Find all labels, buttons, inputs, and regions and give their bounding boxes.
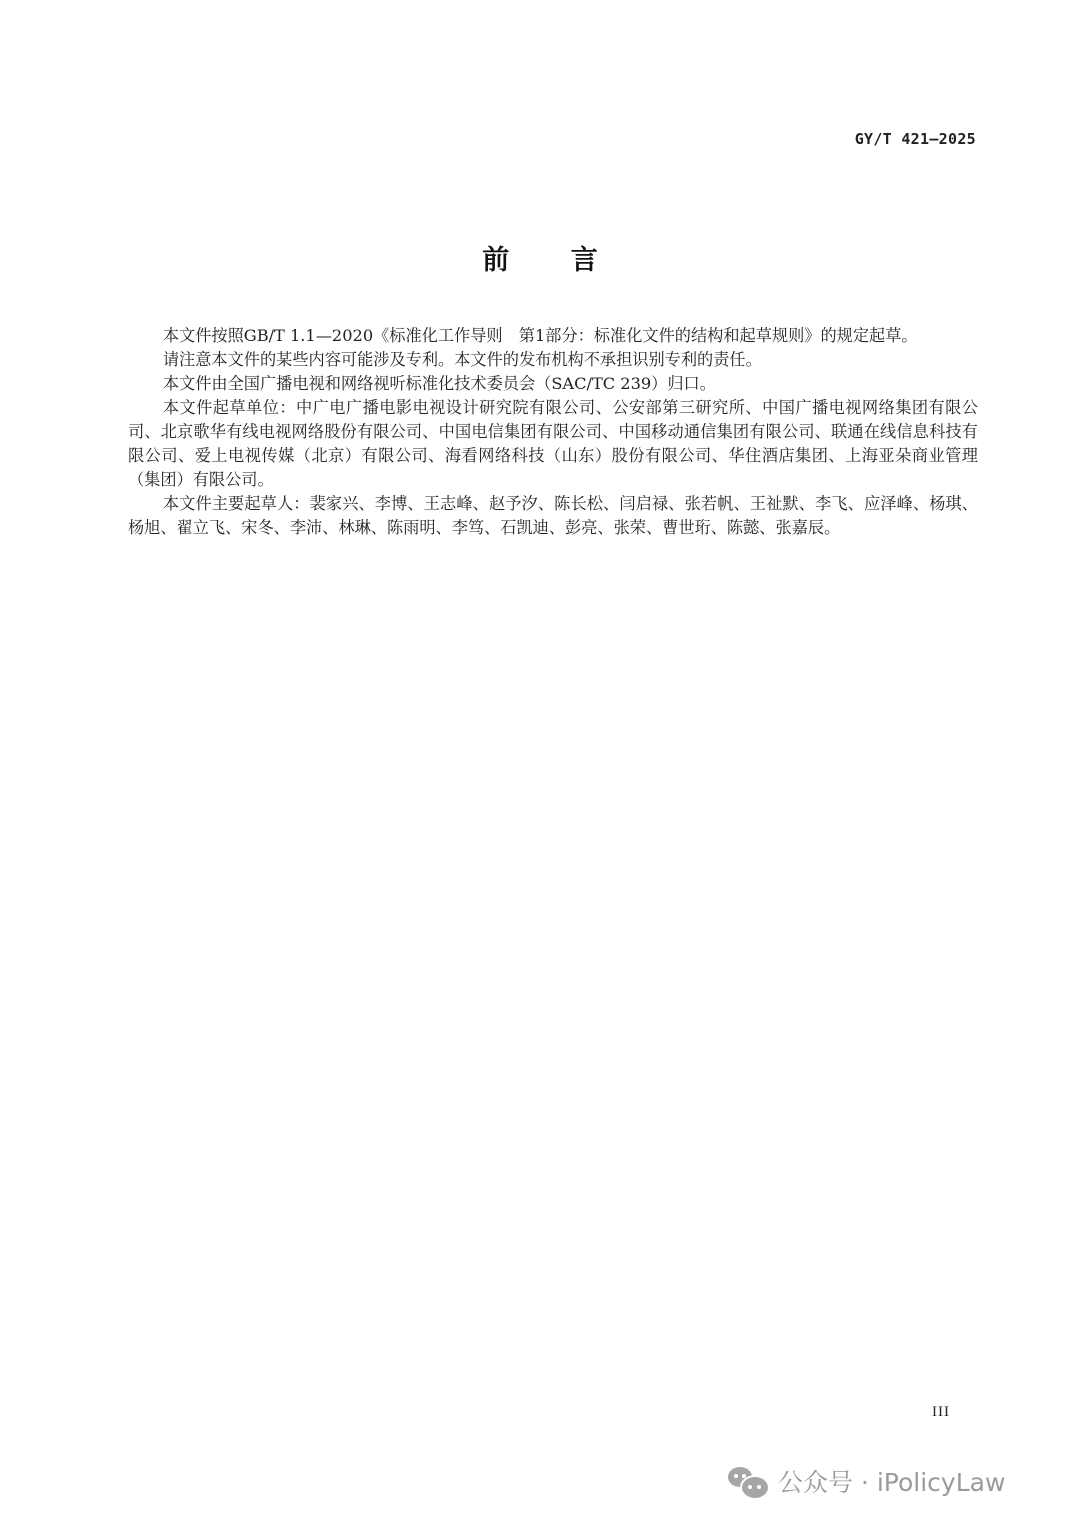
title-char-1: 前	[482, 245, 510, 276]
page-title	[0, 238, 1080, 277]
paragraph-committee: 本文件由全国广播电视和网络视听标准化技术委员会（SAC/TC 239）归口。	[162, 374, 716, 393]
wechat-icon	[728, 1465, 768, 1497]
paragraph-patent-notice: 请注意本文件的某些内容可能涉及专利。本文件的发布机构不承担识别专利的责任。	[162, 350, 762, 369]
paragraph-drafters: 本文件主要起草人：裴家兴、李博、王志峰、赵予汐、陈长松、闫启禄、张若帆、王祉默、李飞、应泽峰、杨琪、杨旭、翟立飞、宋冬、李沛、林琳、陈雨明、李笃、石凯迪、彭亮、张荣、曹世珩、陈懿、张嘉辰。	[128, 494, 978, 537]
paragraph-drafting-basis: 本文件按照GB/T 1.1—2020《标准化工作导则 第1部分：标准化文件的结构和起草规则》的规定起草。	[162, 326, 918, 345]
page-number: III	[932, 1404, 950, 1420]
title-char-2: 言	[570, 245, 598, 276]
foreword-body	[128, 324, 978, 540]
paragraph-drafting-units: 本文件起草单位：中广电广播电影电视设计研究院有限公司、公安部第三研究所、中国广播电视网络集团有限公司、北京歌华有线电视网络股份有限公司、中国电信集团有限公司、中国移动通信集团有限公司、联通在线信息科技有限公司、爱上电视传媒（北京）有限公司、海看网络科技（山东）股份有限公司、华住酒店集团、上海亚朵商业管理（集团）有限公司。	[128, 398, 978, 489]
watermark-text: 公众号 · iPolicyLaw	[778, 1468, 1006, 1497]
watermark	[728, 1463, 1005, 1499]
standard-code: GY/T 421—2025	[854, 130, 976, 148]
